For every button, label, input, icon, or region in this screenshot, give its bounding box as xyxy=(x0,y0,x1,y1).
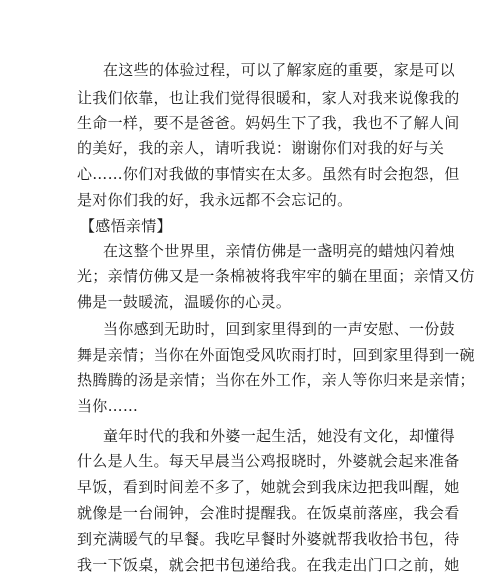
paragraph-4-line: 到充满暖气的早餐。我吃早餐时外婆就帮我收拾书包，待 xyxy=(77,530,460,548)
paragraph-3-line: 当你感到无助时，回到家里得到的一声安慰、一份鼓 xyxy=(103,320,455,338)
paragraph-1-line: 是对你们我的好，我永远都不会忘记的。 xyxy=(77,191,353,209)
paragraph-1-line: 的美好，我的亲人，请听我说：谢谢你们对我的好与关 xyxy=(77,139,445,157)
paragraph-1-line: 心……你们对我做的事情实在太多。虽然有时会抱怨，但 xyxy=(77,165,460,183)
paragraph-4-line: 什么是人生。每天早晨当公鸡报晓时，外婆就会起来准备 xyxy=(77,452,460,470)
paragraph-4-line: 我一下饭桌，就会把书包递给我。在我走出门口之前，她 xyxy=(77,556,460,574)
paragraph-1-line: 让我们依靠，也让我们觉得很暖和，家人对我来说像我的 xyxy=(77,89,460,107)
paragraph-4-line: 童年时代的我和外婆一起生活，她没有文化，却懂得 xyxy=(103,427,455,445)
paragraph-3-line: 热腾腾的汤是亲情；当你在外工作，亲人等你归来是亲情； xyxy=(77,371,475,389)
paragraph-1-line: 在这些的体验过程，可以了解家庭的重要，家是可以 xyxy=(103,61,455,79)
paragraph-4-line: 就像是一台闹钟，会准时提醒我。在饭桌前落座，我会看 xyxy=(77,504,460,522)
paragraph-2-line: 光；亲情仿佛又是一条棉被将我牢牢的躺在里面；亲情又仿 xyxy=(77,267,475,285)
section-heading: 【感悟亲情】 xyxy=(80,217,172,235)
paragraph-4-line: 早饭，看到时间差不多了，她就会到我床边把我叫醒，她 xyxy=(77,478,460,496)
paragraph-2-line: 佛是一鼓暖流，温暖你的心灵。 xyxy=(77,293,292,311)
paragraph-3-line: 舞是亲情；当你在外面饱受风吹雨打时，回到家里得到一碗 xyxy=(77,346,475,364)
paragraph-1-line: 生命一样，要不是爸爸。妈妈生下了我，我也不了解人间 xyxy=(77,114,460,132)
paragraph-3-line: 当你…… xyxy=(77,397,139,415)
paragraph-2-line: 在这整个世界里，亲情仿佛是一盏明亮的蜡烛闪着烛 xyxy=(103,242,455,260)
